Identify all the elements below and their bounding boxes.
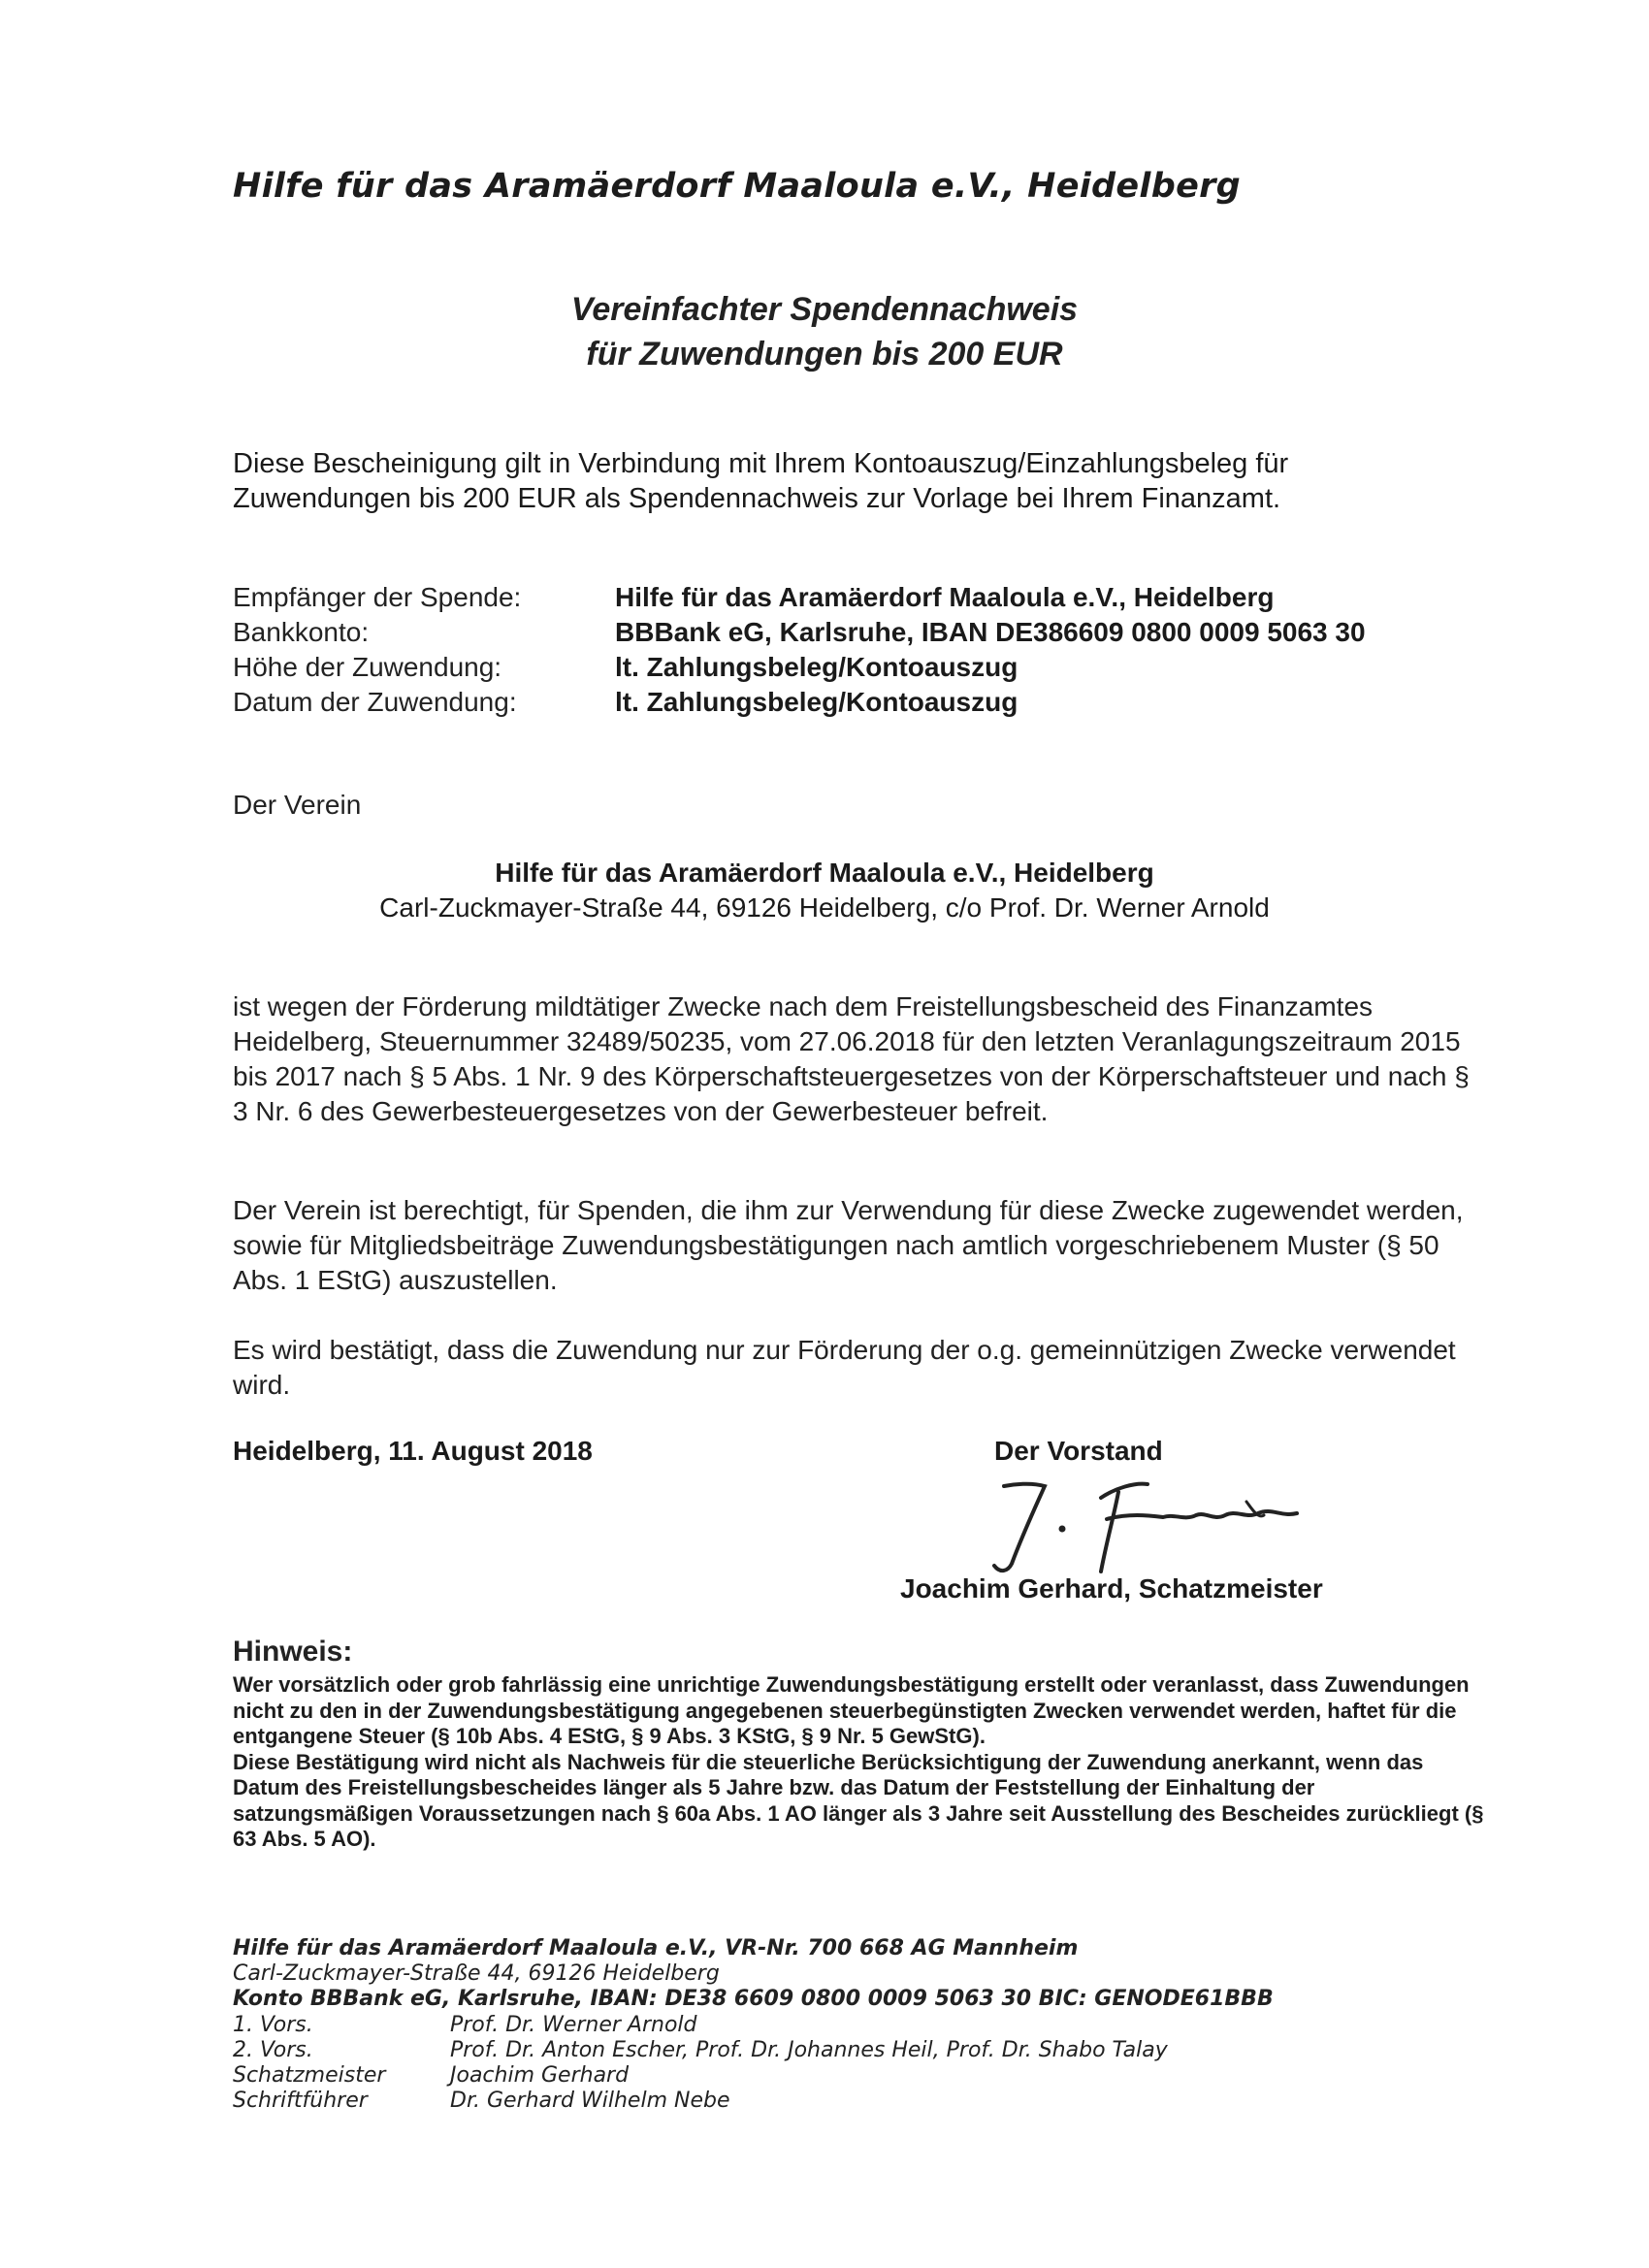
footer-bank-details: Konto BBBank eG, Karlsruhe, IBAN: DE38 6609 0800 0009 5063 30 BIC: GENODE61BBB [233, 1987, 1274, 2011]
notice-validity-text: Diese Bestätigung wird nicht als Nachweis für die steuerliche Berücksichtigung der Zuwendung anerkannt, wenn das Datum des Freistellungsbescheides länger als 5 Jahre bzw. das Datum der Feststellung der Einhaltung der satzungsmäßigen Voraussetzungen nach § 60a Abs. 1 AO länger als 3 Jahre seit Ausstellung des Bescheides zurückliegt (§ 63 Abs. 5 AO). [233, 1749, 1484, 1851]
signer-name-title: Joachim Gerhard, Schatzmeister [900, 1573, 1323, 1604]
verein-address: Carl-Zuckmayer-Straße 44, 69126 Heidelberg, c/o Prof. Dr. Werner Arnold [379, 892, 1270, 923]
officer-role: Schatzmeister [233, 2063, 386, 2088]
donation-date-label: Datum der Zuwendung: [233, 687, 517, 717]
board-label: Der Vorstand [994, 1436, 1163, 1466]
bank-account-value: BBBank eG, Karlsruhe, IBAN DE386609 0800 0009 5063 30 [615, 617, 1366, 647]
officer-name: Prof. Dr. Anton Escher, Prof. Dr. Johannes Heil, Prof. Dr. Shabo Talay [450, 2038, 1168, 2062]
officer-name: Prof. Dr. Werner Arnold [450, 2013, 697, 2037]
officer-name: Dr. Gerhard Wilhelm Nebe [450, 2089, 730, 2113]
confirmation-paragraph: Es wird bestätigt, dass die Zuwendung nur zur Förderung der o.g. gemeinnützigen Zwecke verwendet wird. [233, 1335, 1456, 1400]
verein-intro: Der Verein [233, 790, 362, 820]
organization-title: Hilfe für das Aramäerdorf Maaloula e.V., Heidelberg [233, 167, 1242, 206]
tax-exemption-paragraph: ist wegen der Förderung mildtätiger Zwecke nach dem Freistellungsbescheid des Finanzamtes Heidelberg, Steuernummer 32489/50235, vom 27.06.2018 für den letzten Veranlagungszeitraum 2015 bis 2017 nach § 5 Abs. 1 Nr. 9 des Körperschaftsteuergesetzes von der Körperschaftsteuer und nach § 3 Nr. 6 des Gewerbesteuergesetzes von der Gewerbesteuer befreit. [233, 991, 1470, 1126]
officer-role: Schriftführer [233, 2089, 368, 2113]
donation-amount-value: lt. Zahlungsbeleg/Kontoauszug [615, 652, 1018, 682]
place-date: Heidelberg, 11. August 2018 [233, 1436, 593, 1466]
intro-paragraph: Diese Bescheinigung gilt in Verbindung mit Ihrem Kontoauszug/Einzahlungsbeleg für Zuwendungen bis 200 EUR als Spendennachweis zur Vorlage bei Ihrem Finanzamt. [233, 448, 1289, 514]
recipient-label: Empfänger der Spende: [233, 582, 522, 612]
recipient-value: Hilfe für das Aramäerdorf Maaloula e.V., Heidelberg [615, 582, 1275, 612]
officer-role: 1. Vors. [233, 2013, 313, 2037]
footer-address: Carl-Zuckmayer-Straße 44, 69126 Heidelberg [233, 1961, 720, 1986]
notice-liability-text: Wer vorsätzlich oder grob fahrlässig eine unrichtige Zuwendungsbestätigung erstellt oder veranlasst, dass Zuwendungen nicht zu den in der Zuwendungsbestätigung angegebenen steuerbegünstigten Zwecken verwendet werden, haftet für die entgangene Steuer (§ 10b Abs. 4 EStG, § 9 Abs. 3 KStG, § 9 Nr. 5 GewStG). [233, 1672, 1470, 1748]
handwritten-signature [955, 1465, 1324, 1581]
officer-name: Joachim Gerhard [450, 2063, 630, 2088]
document-title-line-1: Vereinfachter Spendennachweis [570, 291, 1079, 328]
authorization-paragraph: Der Verein ist berechtigt, für Spenden, die ihm zur Verwendung für diese Zwecke zugewendet werden, sowie für Mitgliedsbeiträge Zuwendungsbestätigungen nach amtlich vorgeschriebenem Muster (§ 50 Abs. 1 EStG) auszustellen. [233, 1195, 1464, 1295]
donation-date-value: lt. Zahlungsbeleg/Kontoauszug [615, 687, 1018, 717]
officer-role: 2. Vors. [233, 2038, 313, 2062]
notice-text [233, 1672, 1484, 1853]
bank-account-label: Bankkonto: [233, 617, 370, 647]
footer-org-registration: Hilfe für das Aramäerdorf Maaloula e.V., VR-Nr. 700 668 AG Mannheim [233, 1936, 1079, 1960]
donation-amount-label: Höhe der Zuwendung: [233, 652, 502, 682]
verein-name: Hilfe für das Aramäerdorf Maaloula e.V., Heidelberg [495, 858, 1154, 888]
notice-title: Hinweis: [233, 1636, 353, 1668]
document-title-line-2: für Zuwendungen bis 200 EUR [586, 336, 1063, 373]
